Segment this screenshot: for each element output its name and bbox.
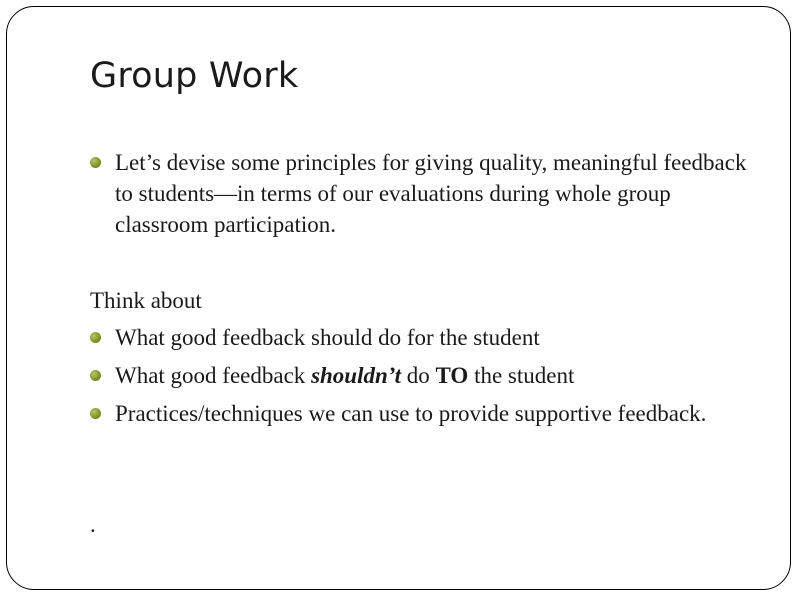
slide-title: Group Work [90,56,299,96]
bullet-text-part: do [400,363,436,388]
bullet-text [115,360,750,391]
bullet-item-principles [90,147,750,240]
trailing-period: . [90,512,96,537]
bullet-text: What good feedback should do for the student [115,325,540,350]
bullet-text: Let’s devise some principles for giving quality, meaningful feedback to students—in terms of our evaluations during whole group classroom participation. [115,150,747,237]
bullet-dot-icon [90,408,101,419]
bullet-text: Practices/techniques we can use to provide supportive feedback. [115,401,707,426]
emphasis-to: TO [435,363,469,388]
bullet-item-shouldnt-do [90,360,750,391]
bullet-dot-icon [90,370,101,381]
bullet-item-should-do [90,322,750,353]
bullet-dot-icon [90,157,101,168]
bullet-text-part: the student [468,363,575,388]
bullet-dot-icon [90,332,101,343]
emphasis-shouldnt: shouldn’t [311,363,401,388]
think-about-label: Think about [90,288,202,313]
bullet-text-part: What good feedback [115,363,312,388]
bullet-item-practices [90,398,750,429]
